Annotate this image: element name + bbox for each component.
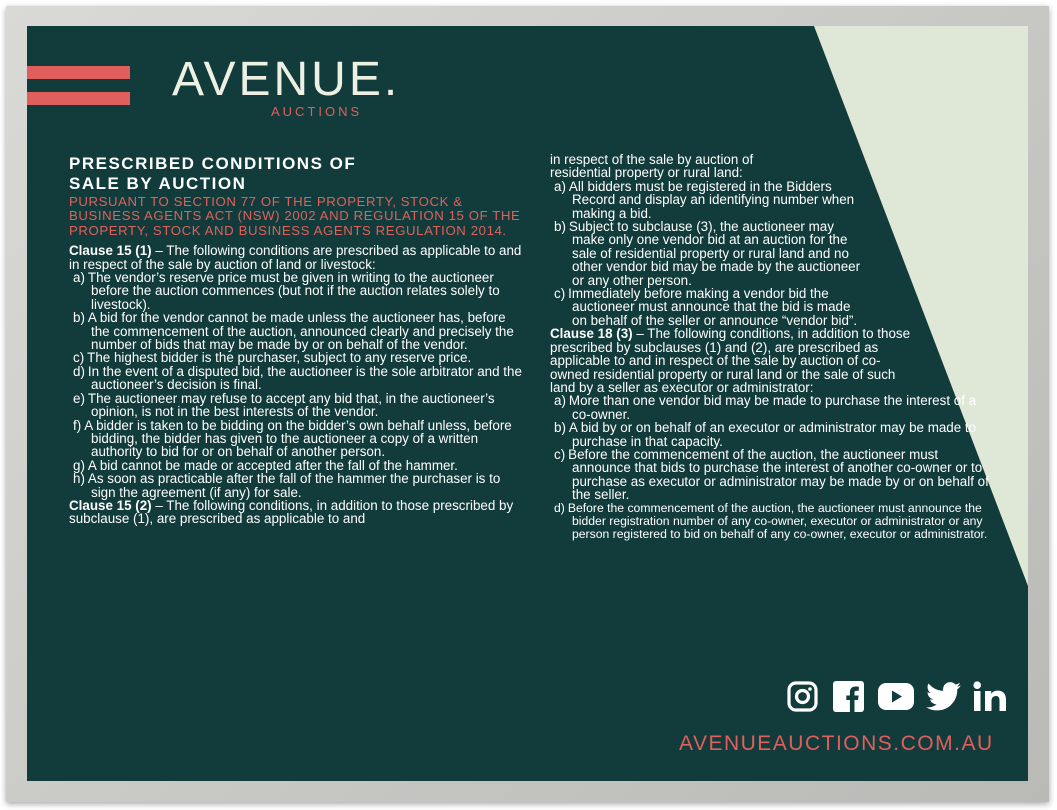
clause-item bbox=[73, 365, 524, 392]
clause-item-body bbox=[554, 394, 995, 421]
clause15-2-label: Clause 15 (2) bbox=[69, 497, 152, 513]
clause-item-body bbox=[73, 351, 524, 364]
clause-item-body bbox=[73, 311, 524, 351]
clause-item-label: b) bbox=[554, 219, 566, 235]
clause-item bbox=[554, 180, 865, 220]
clause18-3-intro-text: – The following conditions, in addition to those prescribed by subclauses (1) and (2), are prescribed as applicable to and in respect of the sale by auction of co-owned residential property or rural land or the sale of such land by a seller as executor or administrator: bbox=[550, 326, 911, 395]
brand-logo-subtitle: AUCTIONS bbox=[271, 104, 363, 119]
logo-stripe-bottom bbox=[27, 92, 130, 105]
clause-item-body bbox=[554, 502, 995, 542]
clause15-2-intro bbox=[69, 499, 524, 526]
linkedin-icon[interactable] bbox=[973, 681, 1007, 712]
clause-item bbox=[554, 448, 995, 502]
clause-item-text: The highest bidder is the purchaser, subject to any reserve price. bbox=[87, 350, 472, 366]
twitter-icon[interactable] bbox=[926, 682, 961, 711]
page-subtitle: PURSUANT TO SECTION 77 OF THE PROPERTY, STOCK & BUSINESS AGENTS ACT (NSW) 2002 AND REGULATION 15 OF THE PROPERTY, STOCK AND BUSINESS AGENTS REGULATION 2014. bbox=[69, 194, 521, 238]
clause-item-label: c) bbox=[73, 350, 85, 366]
clause-item-label: d) bbox=[554, 500, 565, 515]
clause-item bbox=[73, 419, 524, 459]
facebook-icon[interactable] bbox=[833, 681, 864, 712]
clause-item-label: g) bbox=[73, 457, 85, 473]
clause-item-label: h) bbox=[73, 471, 85, 487]
clause-item-text: A bid for the vendor cannot be made unless the auctioneer has, before the commencement of the auction, announced clearly and precisely the number of bids that may be made by or on behalf of the vendor. bbox=[87, 310, 514, 353]
clause-item bbox=[73, 392, 524, 419]
clause-item-label: b) bbox=[73, 310, 85, 326]
clause-item bbox=[73, 311, 524, 351]
logo-stripe-top bbox=[27, 66, 130, 79]
clause-item-text: As soon as practicable after the fall of the hammer the purchaser is to sign the agreement (if any) for sale. bbox=[87, 471, 501, 500]
clause-item-body bbox=[73, 392, 524, 419]
clause-item-label: d) bbox=[73, 363, 85, 379]
youtube-icon[interactable] bbox=[878, 683, 914, 710]
clause-item-text: More than one vendor bid may be made to purchase the interest of a co-owner. bbox=[568, 393, 977, 422]
clause-item-text: Before the commencement of the auction, the auctioneer must announce that bids to purchase the interest of another co-owner or to purchase as executor or administrator may be made by or on behalf of the seller. bbox=[568, 446, 989, 503]
clause-item-text: All bidders must be registered in the Bidders Record and display an identifying number when making a bid. bbox=[568, 178, 855, 221]
clause-item-body bbox=[73, 472, 524, 499]
clause-item bbox=[554, 220, 865, 287]
clause-item-text: Subject to subclause (3), the auctioneer may make only one vendor bid at an auction for the sale of residential property or rural land and no other vendor bid may be made by the auctioneer or any other person. bbox=[568, 219, 861, 288]
clause-item-text: A bid cannot be made or accepted after the fall of the hammer. bbox=[87, 457, 458, 473]
clause15-1-label: Clause 15 (1) bbox=[69, 243, 152, 259]
clause-item-body bbox=[73, 459, 524, 472]
page-title-line2: SALE BY AUCTION bbox=[69, 174, 247, 193]
clause-item bbox=[554, 394, 995, 421]
clause18-3-label: Clause 18 (3) bbox=[550, 326, 633, 342]
clause-item-body bbox=[554, 448, 995, 502]
clause-item-text: The auctioneer may refuse to accept any bid that, in the auctioneer’s opinion, is not in the best interests of the vendor. bbox=[87, 390, 495, 420]
clause-item-body bbox=[554, 421, 995, 448]
clause-item-label: e) bbox=[73, 390, 85, 406]
left-column bbox=[69, 153, 524, 526]
page-title-line1: PRESCRIBED CONDITIONS OF bbox=[69, 154, 357, 173]
clause-item-body bbox=[73, 365, 524, 392]
clause-item-body bbox=[554, 220, 865, 287]
clause-item bbox=[73, 459, 524, 472]
clause-item-label: b) bbox=[554, 420, 566, 436]
clause-item-label: a) bbox=[73, 270, 85, 286]
clause-item-label: a) bbox=[554, 178, 566, 194]
clause-item-text: In the event of a disputed bid, the auctioneer is the sole arbitrator and the auctioneer’s decision is final. bbox=[87, 363, 522, 393]
social-icons bbox=[787, 681, 1007, 711]
clause18-3-intro bbox=[550, 327, 995, 394]
clause-item-label: a) bbox=[554, 393, 566, 409]
right-column bbox=[550, 153, 995, 542]
clause-item-body bbox=[554, 180, 865, 220]
instagram-icon[interactable] bbox=[787, 681, 818, 712]
clause15-2-list bbox=[550, 180, 995, 327]
clause15-2-intro-text: – The following conditions, in addition to those prescribed by subclause (1), are prescribed as applicable to and bbox=[69, 497, 514, 527]
clause-item-body bbox=[554, 287, 865, 327]
clause-item-text: A bidder is taken to be bidding on the bidder’s own behalf unless, before bidding, the bidder has given to the auctioneer a copy of a written authority to bid for or on behalf of another person. bbox=[84, 417, 512, 460]
clause-item-label: c) bbox=[554, 446, 566, 462]
clause-item bbox=[73, 271, 524, 311]
clause-item-text: A bid by or on behalf of an executor or administrator may be made to purchase in that capacity. bbox=[568, 420, 977, 449]
clause-item bbox=[554, 287, 865, 327]
clause15-1-intro-text: – The following conditions are prescribed as applicable to and in respect of the sale by auction of land or livestock: bbox=[69, 243, 522, 272]
clause-item bbox=[73, 351, 524, 364]
clause-item bbox=[554, 421, 995, 448]
clause-item-label: c) bbox=[554, 286, 566, 302]
brand-logo: AVENUE. bbox=[172, 53, 401, 106]
clause-item-text: Before the commencement of the auction, the auctioneer must announce the bidder registration number of any co-owner, executor or administrator or any person registered to bid on behalf of any co-owner, executor or administrator. bbox=[567, 500, 988, 542]
sign-board bbox=[27, 26, 1028, 781]
clause-item-text: Immediately before making a vendor bid the auctioneer must announce that the bid is made on behalf of the seller or announce “vendor bid”. bbox=[568, 286, 858, 328]
clause18-3-list bbox=[550, 394, 995, 541]
clause-item-label: f) bbox=[73, 417, 82, 433]
website-url[interactable]: AVENUEAUCTIONS.COM.AU bbox=[679, 732, 994, 755]
clause-item-body bbox=[73, 271, 524, 311]
clause-item bbox=[554, 502, 995, 542]
clause-item bbox=[73, 472, 524, 499]
clause15-1-list bbox=[69, 271, 524, 499]
clause-item-body bbox=[73, 419, 524, 459]
clause-item-text: The vendor’s reserve price must be given in writing to the auctioneer before the auction commences (but not if the auction relates solely to livestock). bbox=[87, 270, 500, 312]
clause15-2-continuation: in respect of the sale by auction of residential property or rural land: bbox=[550, 152, 754, 181]
clause15-1-intro bbox=[69, 244, 524, 271]
